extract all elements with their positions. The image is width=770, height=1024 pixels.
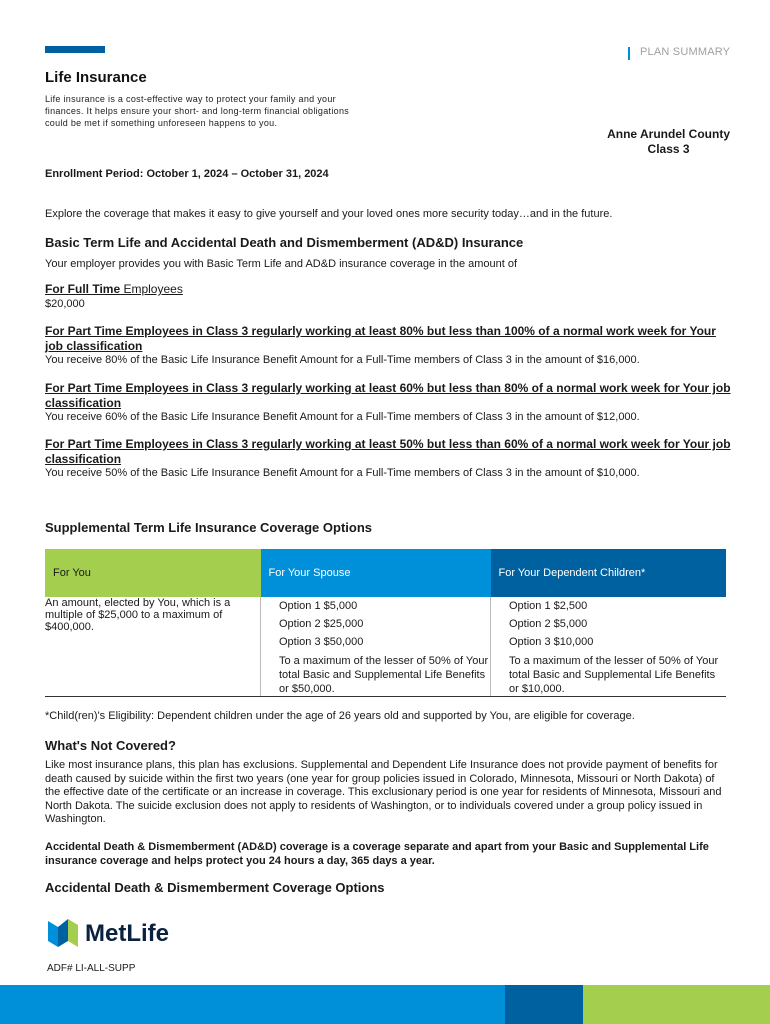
header-accent-bar bbox=[45, 46, 105, 53]
children-option-1: Option 1 $2,500 bbox=[509, 600, 588, 612]
column-header-children: For Your Dependent Children* bbox=[491, 549, 727, 597]
part-time-60-heading: For Part Time Employees in Class 3 regularly working at least 60% but less than 80% of a normal work week for Your job classification bbox=[45, 381, 731, 410]
basic-intro: Your employer provides you with Basic Term Life and AD&D insurance coverage in the amount of bbox=[45, 258, 518, 270]
children-eligibility-note: *Child(ren)'s Eligibility: Dependent children under the age of 26 years old and supported by You, are eligible for coverage. bbox=[45, 710, 635, 722]
document-id: ADF# LI-ALL-SUPP bbox=[47, 963, 136, 974]
footer-band-green bbox=[583, 985, 770, 1024]
page-title: Life Insurance bbox=[45, 69, 147, 86]
part-time-80-heading: For Part Time Employees in Class 3 regularly working at least 80% but less than 100% of a normal work week for Your job classification bbox=[45, 324, 716, 353]
column-header-you: For You bbox=[45, 549, 261, 597]
part-time-50-text: You receive 50% of the Basic Life Insurance Benefit Amount for a Full-Time members of Class 3 in the amount of $10,000. bbox=[45, 467, 640, 479]
adnd-options-heading: Accidental Death & Dismemberment Coverage Options bbox=[45, 880, 385, 895]
footer-band-dark-blue bbox=[505, 985, 583, 1024]
children-coverage-cell bbox=[491, 597, 727, 697]
you-coverage-cell: An amount, elected by You, which is a multiple of $25,000 to a maximum of $400,000. bbox=[45, 597, 261, 697]
supplemental-coverage-table bbox=[45, 549, 726, 697]
full-time-heading bbox=[45, 282, 735, 297]
column-header-spouse: For Your Spouse bbox=[261, 549, 491, 597]
children-max-note: To a maximum of the lesser of 50% of Your total Basic and Supplemental Life Benefits or $10,000. bbox=[509, 655, 719, 695]
part-time-60-text: You receive 60% of the Basic Life Insurance Benefit Amount for a Full-Time members of Class 3 in the amount of $12,000. bbox=[45, 411, 640, 423]
metlife-m-icon bbox=[48, 915, 188, 949]
children-option-3: Option 3 $10,000 bbox=[509, 636, 594, 648]
supplemental-heading: Supplemental Term Life Insurance Coverage Options bbox=[45, 520, 372, 535]
full-time-heading-rest: Employees bbox=[120, 282, 183, 296]
enrollment-period: Enrollment Period: October 1, 2024 – October 31, 2024 bbox=[45, 168, 329, 180]
explore-text: Explore the coverage that makes it easy to give yourself and your loved ones more security today…and in the future. bbox=[45, 208, 613, 220]
plan-summary-marker bbox=[628, 47, 630, 60]
plan-summary-label: PLAN SUMMARY bbox=[640, 46, 731, 58]
not-covered-text: Like most insurance plans, this plan has exclusions. Supplemental and Dependent Life Insurance does not provide payment of benefits for death caused by suicide within the first two years (one year for group policies issued in Colorado, Minnesota, Missouri or North Dakota) of the effective date of the certificate or an increase in coverage. This exclusionary period is one year for residents of Minnesota, Missouri and North Dakota. The suicide exclusion does not apply to residents of Washington, or to individuals covered under a group policy issued in Washington. bbox=[45, 759, 722, 825]
table-header-row bbox=[45, 549, 726, 597]
spouse-option-2: Option 2 $25,000 bbox=[279, 618, 364, 630]
metlife-logo bbox=[48, 915, 188, 949]
employer-block bbox=[607, 127, 730, 157]
employer-name: Anne Arundel County bbox=[607, 127, 730, 141]
children-option-2: Option 2 $5,000 bbox=[509, 618, 588, 630]
part-time-50-heading: For Part Time Employees in Class 3 regularly working at least 50% but less than 60% of a normal work week for Your job classification bbox=[45, 437, 731, 466]
footer-band-light-blue bbox=[0, 985, 505, 1024]
full-time-heading-bold: For Full Time bbox=[45, 282, 121, 296]
intro-text: Life insurance is a cost-effective way to protect your family and your finances. It helps ensure your short- and long-term financial obligations could be met if something unforeseen happens to you. bbox=[45, 94, 350, 128]
spouse-coverage-cell bbox=[261, 597, 491, 697]
metlife-logo-text: MetLife bbox=[85, 920, 169, 947]
spouse-option-3: Option 3 $50,000 bbox=[279, 636, 364, 648]
table-row bbox=[45, 597, 726, 697]
basic-section-heading: Basic Term Life and Accidental Death and Dismemberment (AD&D) Insurance bbox=[45, 235, 524, 250]
part-time-80-text: You receive 80% of the Basic Life Insurance Benefit Amount for a Full-Time members of Class 3 in the amount of $16,000. bbox=[45, 354, 640, 366]
employer-class: Class 3 bbox=[647, 142, 690, 156]
spouse-option-1: Option 1 $5,000 bbox=[279, 600, 358, 612]
adnd-statement: Accidental Death & Dismemberment (AD&D) coverage is a coverage separate and apart from your Basic and Supplemental Life insurance coverage and helps protect you 24 hours a day, 365 days a year. bbox=[45, 841, 709, 867]
full-time-amount: $20,000 bbox=[45, 298, 85, 310]
not-covered-heading: What's Not Covered? bbox=[45, 738, 176, 753]
spouse-max-note: To a maximum of the lesser of 50% of Your total Basic and Supplemental Life Benefits or $50,000. bbox=[279, 655, 489, 695]
